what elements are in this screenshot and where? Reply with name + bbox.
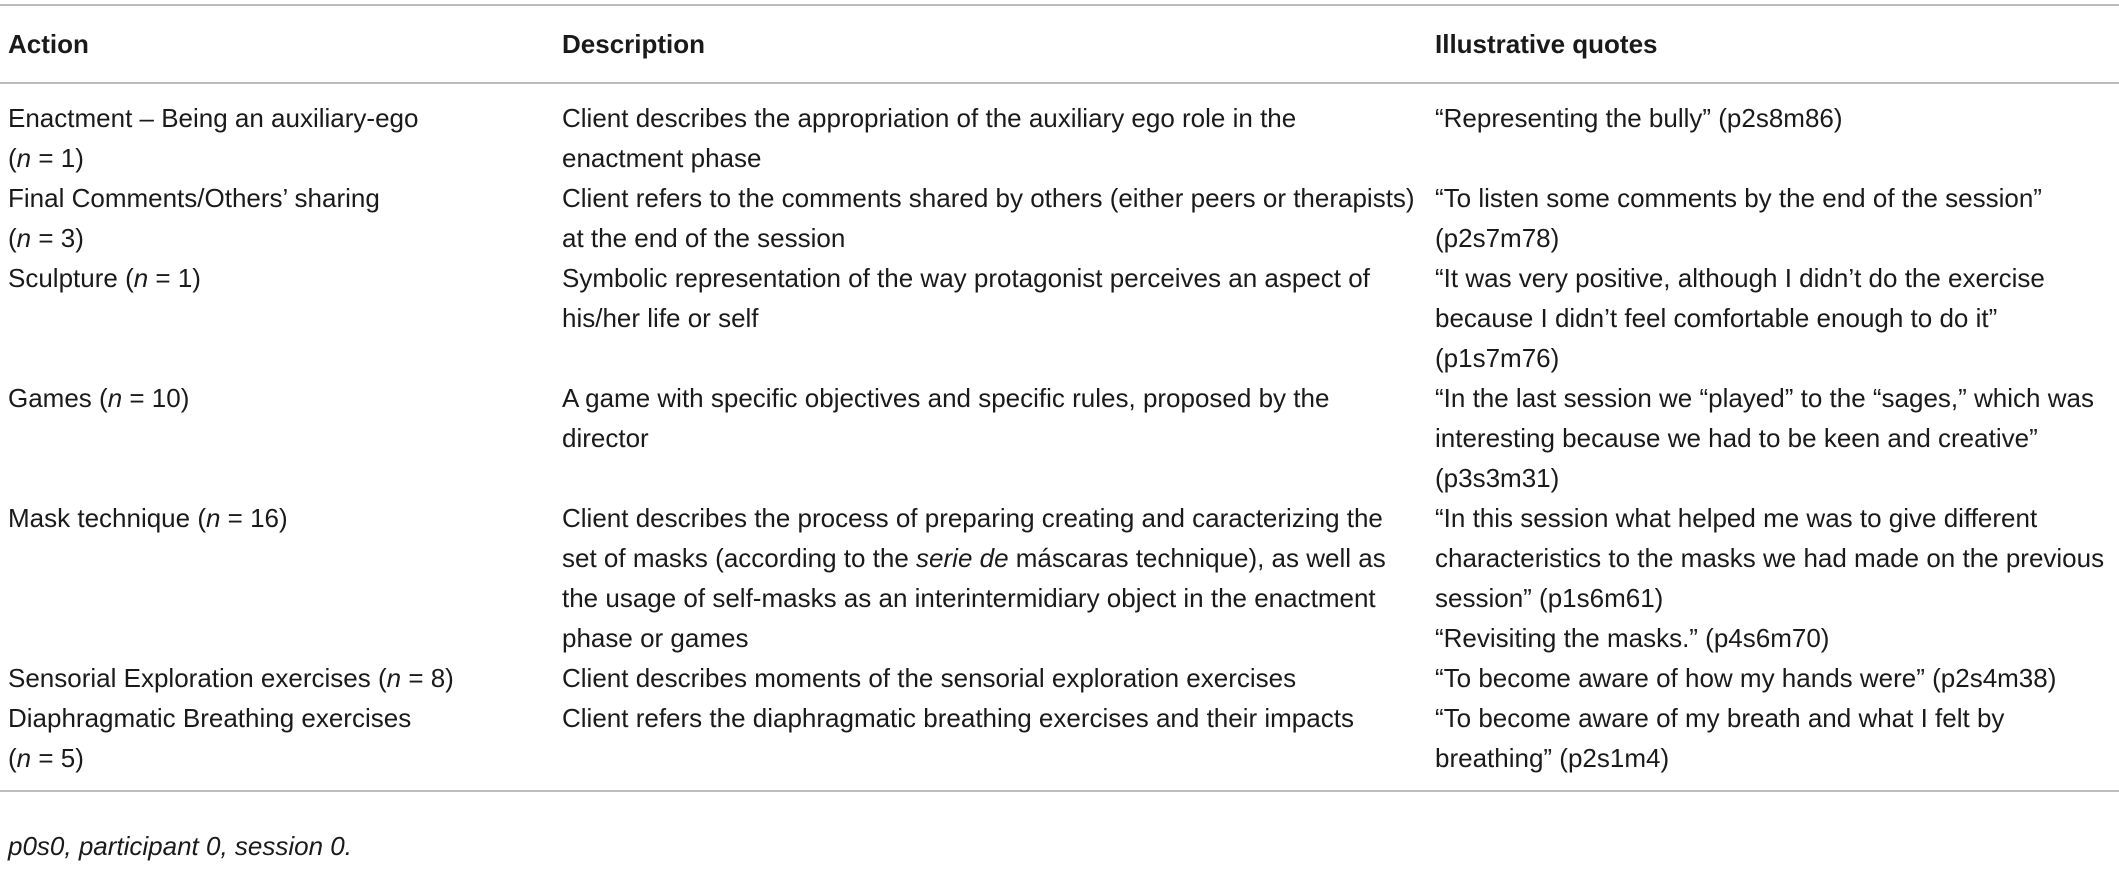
table-row: [0, 178, 2119, 258]
table-header-row: [0, 5, 2119, 83]
quote-cell: “To become aware of my breath and what I felt by breathing” (p2s1m4): [1435, 703, 2005, 773]
table-row: [0, 83, 2119, 178]
header-description: Description: [562, 29, 706, 59]
description-cell: A game with specific objectives and specific rules, proposed by the director: [562, 383, 1330, 453]
quote-cell: “In the last session we “played” to the “sages,” which was interesting because we had to be keen and creative” (p3s3m31): [1435, 383, 2094, 493]
quote-cell: “Representing the bully” (p2s8m86): [1435, 103, 1843, 133]
description-cell: Client refers the diaphragmatic breathing exercises and their impacts: [562, 703, 1354, 733]
description-cell: Client describes the appropriation of the auxiliary ego role in the enactment phase: [562, 103, 1297, 173]
action-cell: Sculpture (n = 1): [8, 263, 201, 293]
quote-cell: “In this session what helped me was to give different characteristics to the masks we had made on the previous session” (p1s6m61) “Revisiting the masks.” (p4s6m70): [1435, 503, 2105, 653]
quote-cell: “To become aware of how my hands were” (p2s4m38): [1435, 663, 2057, 693]
action-cell: Enactment – Being an auxiliary-ego (n = 1): [8, 103, 419, 173]
quote-cell: “It was very positive, although I didn’t do the exercise because I didn’t feel comfortable enough to do it” (p1s7m76): [1435, 263, 2045, 373]
action-cell: Final Comments/Others’ sharing (n = 3): [8, 183, 380, 253]
description-cell: Client describes moments of the sensorial exploration exercises: [562, 663, 1297, 693]
action-cell: Mask technique (n = 16): [8, 503, 288, 533]
description-cell: Client describes the process of preparing creating and caracterizing the set of masks (according to the serie de máscaras technique), as well as the usage of self-masks as an interintermidiary object in the enactment phase or games: [562, 503, 1386, 653]
table-row: [0, 378, 2119, 498]
table-row: [0, 658, 2119, 698]
table-footnote: p0s0, participant 0, session 0.: [8, 831, 352, 861]
header-illustrative-quotes: Illustrative quotes: [1435, 29, 1658, 59]
action-cell: Diaphragmatic Breathing exercises (n = 5): [8, 703, 412, 773]
table-row: [0, 698, 2119, 791]
description-cell: Symbolic representation of the way protagonist perceives an aspect of his/her life or self: [562, 263, 1370, 333]
action-cell: Games (n = 10): [8, 383, 190, 413]
action-cell: Sensorial Exploration exercises (n = 8): [8, 663, 454, 693]
header-action: Action: [8, 29, 89, 59]
table-row: [0, 498, 2119, 658]
description-cell: Client refers to the comments shared by others (either peers or therapists) at the end of the session: [562, 183, 1415, 253]
table-row: [0, 258, 2119, 378]
quote-cell: “To listen some comments by the end of the session” (p2s7m78): [1435, 183, 2042, 253]
actions-table: [0, 4, 2119, 792]
